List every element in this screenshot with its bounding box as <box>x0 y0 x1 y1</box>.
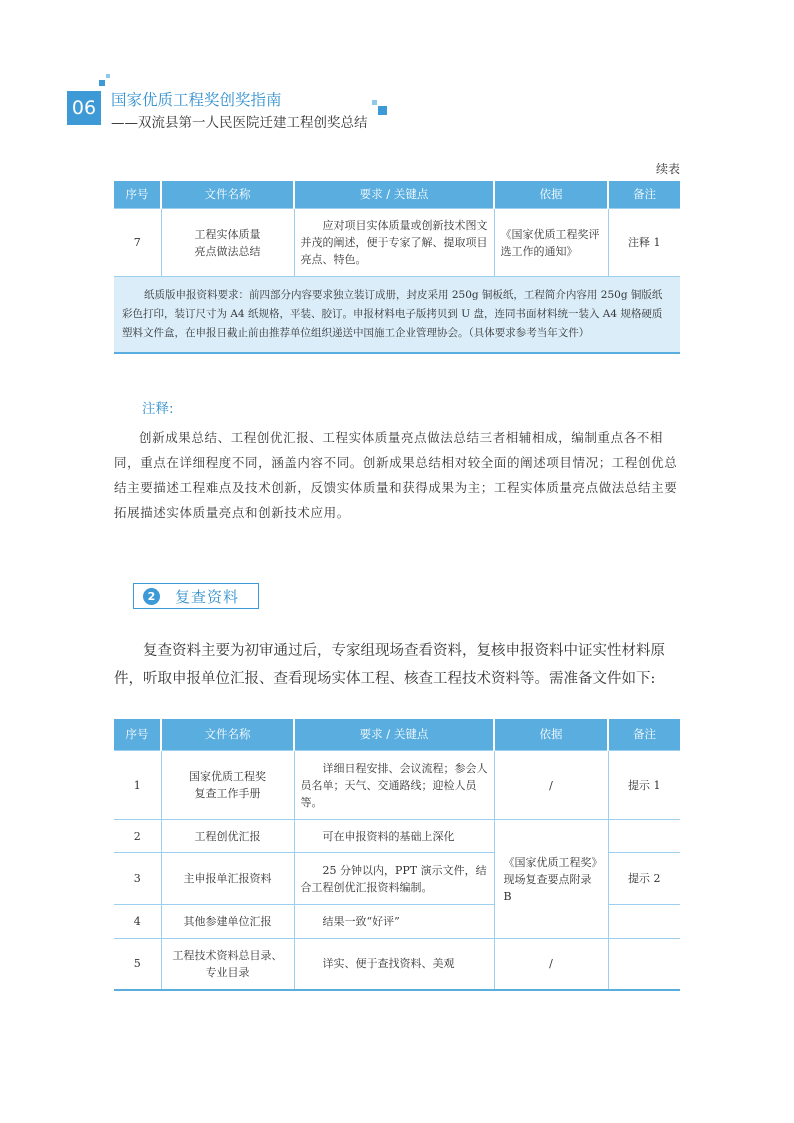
file-name-line: 复查工作手册 <box>194 787 261 800</box>
requirement-cell: 详细日程安排、会议流程；参会人员名单；天气、交通路线；迎检人员等。 <box>294 751 494 820</box>
requirement-cell: 可在申报资料的基础上深化 <box>294 820 494 853</box>
file-name: 主申报单汇报资料 <box>161 853 294 905</box>
header-subtitle: ——双流县第一人民医院迁建工程创奖总结 <box>111 115 368 131</box>
row-number: 3 <box>114 853 161 905</box>
section-heading <box>133 583 259 609</box>
annotation-heading: 注释: <box>142 401 174 417</box>
remark-cell: 注释 1 <box>608 209 680 277</box>
basis-cell: / <box>494 751 608 820</box>
section-title: 复查资料 <box>175 587 240 606</box>
row-number: 2 <box>114 820 161 853</box>
file-name <box>161 209 294 277</box>
remark-cell <box>608 905 680 939</box>
column-header: 依据 <box>494 181 608 209</box>
requirement-cell: 结果一致“好评” <box>294 905 494 939</box>
decor-square <box>372 100 377 105</box>
decor-square <box>106 74 110 78</box>
row-number: 1 <box>114 751 161 820</box>
table-note-row <box>114 277 680 354</box>
column-header: 要求 / 关键点 <box>294 719 494 751</box>
table-row <box>114 751 680 820</box>
file-name <box>161 751 294 820</box>
column-header: 序号 <box>114 181 161 209</box>
column-header: 依据 <box>494 719 608 751</box>
requirement-cell: 25 分钟以内，PPT 演示文件，结合工程创优汇报资料编制。 <box>294 853 494 905</box>
chapter-number-badge: 06 <box>67 91 101 125</box>
table-note: 纸质版申报资料要求：前四部分内容要求独立装订成册，封皮采用 250g 铜板纸，工程简介内容用 250g 铜版纸彩色打印，装订尺寸为 A4 纸规格，平装、胶订。申报材料电子版拷贝到 U 盘，连同书面材料统一装入 A4 规格硬质塑料文件盒，在申报日截止前由推荐单位组织递送中国施工企业管理协会。（具体要求参考当年文件） <box>114 277 680 354</box>
column-header: 要求 / 关键点 <box>294 181 494 209</box>
decor-square <box>99 80 105 86</box>
file-name-line: 工程实体质量 <box>194 227 261 241</box>
column-header: 序号 <box>114 719 161 751</box>
review-documents-table <box>114 719 680 991</box>
file-name-line: 亮点做法总结 <box>194 244 261 258</box>
remark-cell: 提示 2 <box>608 853 680 905</box>
column-header: 文件名称 <box>161 719 294 751</box>
column-header: 文件名称 <box>161 181 294 209</box>
column-header: 备注 <box>608 181 680 209</box>
section-number-badge: 2 <box>143 588 160 605</box>
continued-label: 续表 <box>655 162 680 176</box>
requirement-cell: 应对项目实体质量或创新技术图文并茂的阐述，便于专家了解、提取项目亮点、特色。 <box>294 209 494 277</box>
file-name: 其他参建单位汇报 <box>161 905 294 939</box>
requirement-cell: 详实、便于查找资料、美观 <box>294 939 494 990</box>
basis-cell: 《国家优质工程奖》现场复查要点附录 B <box>494 820 608 939</box>
basis-cell: 《国家优质工程奖评选工作的通知》 <box>494 209 608 277</box>
table-row <box>114 209 680 277</box>
decor-square <box>378 106 387 115</box>
row-number: 7 <box>114 209 161 277</box>
remark-cell <box>608 939 680 990</box>
table-row <box>114 939 680 990</box>
file-name: 工程创优汇报 <box>161 820 294 853</box>
submission-table-continued <box>114 181 680 354</box>
table-header-row <box>114 719 680 751</box>
table-row <box>114 820 680 853</box>
remark-cell: 提示 1 <box>608 751 680 820</box>
file-name-line: 专业目录 <box>205 965 250 979</box>
file-name-line: 国家优质工程奖 <box>189 770 266 783</box>
remark-cell <box>608 820 680 853</box>
file-name-line: 工程技术资料总目录、 <box>172 948 283 962</box>
basis-cell: / <box>494 939 608 990</box>
annotation-body: 创新成果总结、工程创优汇报、工程实体质量亮点做法总结三者相辅相成，编制重点各不相同，重点在详细程度不同，涵盖内容不同。创新成果总结相对较全面的阐述项目情况；工程创优总结主要描述工程难点及技术创新，反馈实体质量和获得成果为主；工程实体质量亮点做法总结主要拓展描述实体质量亮点和创新技术应用。 <box>114 430 678 520</box>
row-number: 5 <box>114 939 161 990</box>
column-header: 备注 <box>608 719 680 751</box>
file-name <box>161 939 294 990</box>
row-number: 4 <box>114 905 161 939</box>
table-header-row <box>114 181 680 209</box>
section-intro: 复查资料主要为初审通过后，专家组现场查看资料，复核申报资料中证实性材料原件，听取申报单位汇报、查看现场实体工程、核查工程技术资料等。需准备文件如下: <box>114 643 665 687</box>
header-title: 国家优质工程奖创奖指南 <box>111 91 282 109</box>
